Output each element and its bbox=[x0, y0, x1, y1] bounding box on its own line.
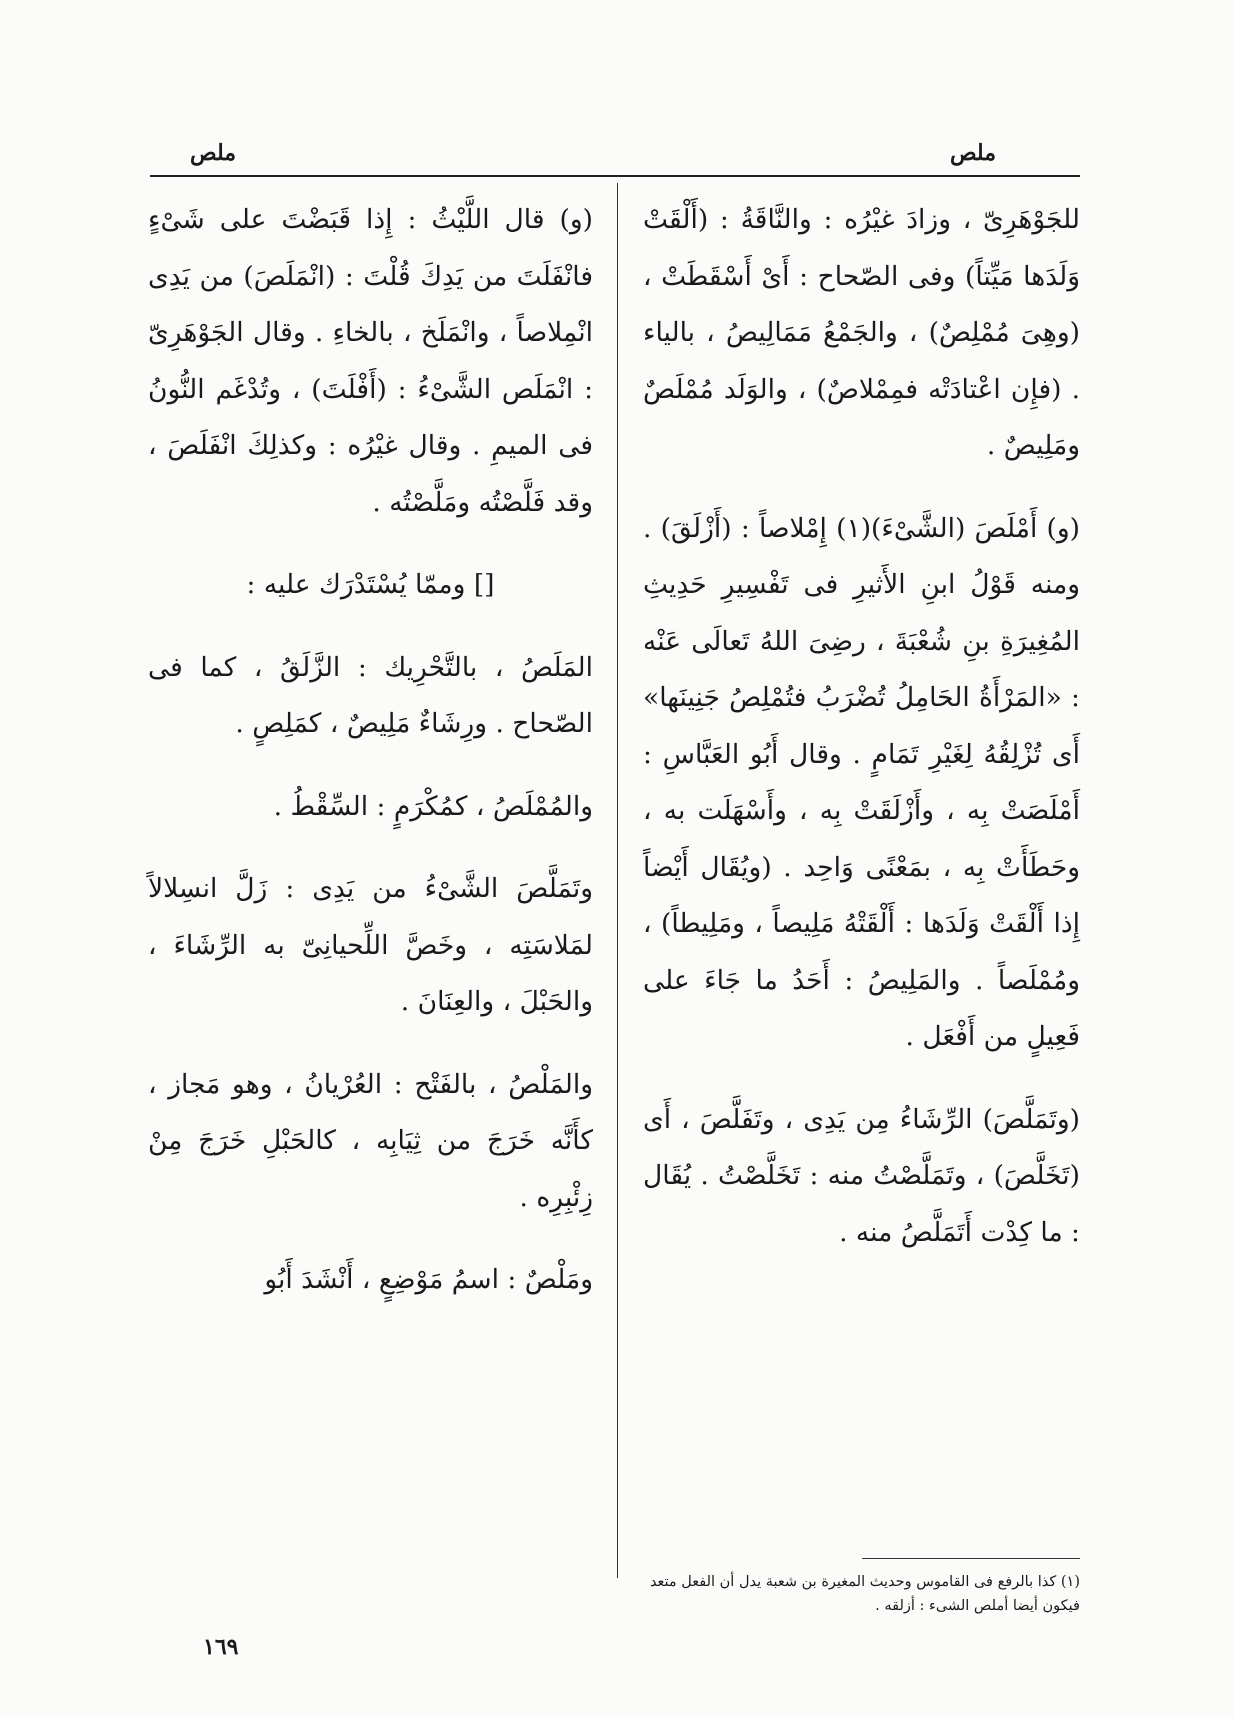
right-column bbox=[643, 192, 1080, 1261]
paragraph: (وتَمَلَّصَ) الرِّشَاءُ مِن يَدِى ، وتَفَلَّصَ ، أَى (تَخَلَّصَ) ، وتَمَلَّصْتُ منه : تَخَلَّصْتُ . يُقَال : ما كِدْت أَتَمَلَّصُ منه . bbox=[643, 1103, 1080, 1248]
running-header-left: ملص bbox=[190, 140, 237, 166]
left-column bbox=[148, 192, 593, 1309]
page-number: ١٦٩ bbox=[203, 1634, 239, 1660]
paragraph: للجَوْهَرِىّ ، وزادَ غيْرُه : والنَّاقَةُ : (أَلْقَتْ وَلَدَها مَيِّتاً) وفى الصّحاح : أَىْ أَسْقَطَتْ ، (وهِىَ مُمْلِصٌ) ، والجَمْعُ مَمَالِيصُ ، بالياء . (فإِن اعْتادَتْه فمِمْلاصٌ) ، والوَلَد مُمْلَصٌ ومَلِيصٌ . bbox=[643, 204, 1080, 461]
paragraph: وتَمَلَّصَ الشَّىْءُ من يَدِى : زَلَّ انسِلالاً لمَلاسَتِه ، وخَصَّ اللِّحيانِىّ به الرِّشَاءَ ، والحَبْلَ ، والعِنَانَ . bbox=[148, 873, 593, 1017]
footnote: (١) كذا بالرفع فى القاموس وحديث المغيرة بن شعبة يدل أن الفعل متعد فيكون أيضا أملص الشىء : أزلقه . bbox=[649, 1574, 1080, 1614]
paragraph: ومَلْصٌ : اسمُ مَوْضِعٍ ، أَنْشَدَ أَبُو bbox=[264, 1264, 593, 1295]
column-divider bbox=[617, 183, 618, 1578]
paragraph: والمَلْصُ ، بالفَتْح : العُرْيانُ ، وهو مَجاز ، كأَنَّه خَرَجَ من ثِيَابِه ، كالحَبْلِ خَرَجَ مِنْ زِئْبِرِه . bbox=[148, 1068, 593, 1213]
header-rule bbox=[150, 175, 1080, 177]
section-heading: [] وممّا يُسْتَدْرَك عليه : bbox=[246, 569, 495, 600]
footnote-rule bbox=[862, 1558, 1080, 1559]
paragraph: (و) قال اللَّيْثُ : إِذا قَبَضْتَ على شَىْءٍ فانْفَلَتَ من يَدِكَ قُلْتَ : (انْمَلَصَ) من يَدِى انْمِلاصاً ، وانْمَلَخ ، بالخاءِ . وقال الجَوْهَرِىّ : انْمَلَص الشَّىْءُ : (أَفْلَتَ) ، وتُدْغَم النُّونُ فى الميمِ . وقال غيْرُه : وكذلِكَ انْفَلَصَ ، وقد فَلَّصْتُه ومَلَّصْتُه . bbox=[148, 204, 593, 518]
paragraph: المَلَصُ ، بالتَّحْرِيك : الزَّلَقُ ، كما فى الصّحاح . ورِشَاءٌ مَلِيصٌ ، كمَلِصٍ . bbox=[148, 651, 593, 739]
paragraph: والمُمْلَصُ ، كمُكْرَمٍ : السِّقْطُ . bbox=[273, 790, 593, 822]
running-header-right: ملص bbox=[949, 140, 996, 166]
paragraph: (و) أَمْلَصَ (الشَّىْءَ)(١) إِمْلاصاً : (أَزْلَقَ) . ومنه قَوْلُ ابنِ الأَثيرِ فى تَفْسِيرِ حَدِيثِ المُغِيرَةِ بنِ شُعْبَةَ ، رضِىَ اللهُ تَعالَى عَنْه : «المَرْأَةُ الحَامِلُ تُضْرَبُ فتُمْلِصُ جَنِينَها» أَى تُزْلِقُهُ لِغَيْرِ تَمَامٍ . وقال أَبُو العَبَّاسِ : أَمْلَصَتْ بِه ، وأَزْلَقَتْ بِه ، وأَسْهَلَت به ، وحَطَأَتْ بِه ، بمَعْنًى وَاحِد . (ويُقَال أَيْضاً إِذا أَلْقَتْ وَلَدَها : أَلْقَتْهُ مَلِيصاً ، ومَلِيطاً) ، ومُمْلَصاً . والمَلِيصُ : أَحَدُ ما جَاءَ على فَعِيلٍ من أَفْعَل . bbox=[643, 512, 1080, 1052]
